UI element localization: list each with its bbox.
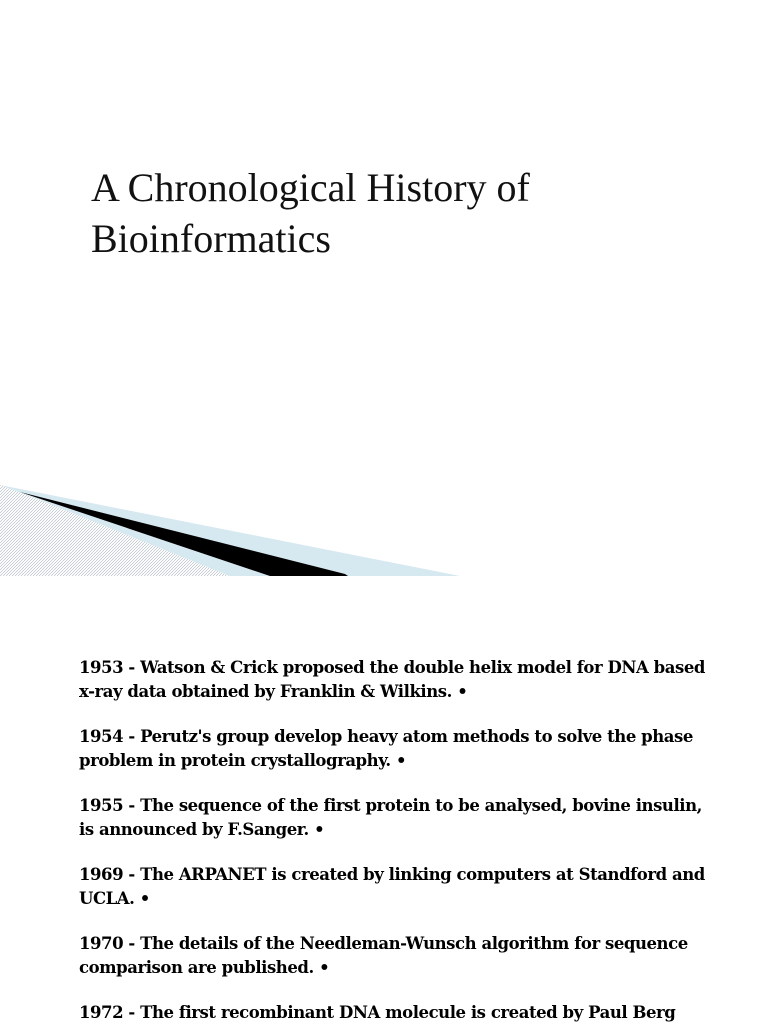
timeline-entry-line: is announced by F.Sanger. • — [79, 819, 325, 839]
timeline-entry-1953 — [79, 656, 719, 703]
timeline-entry-1969 — [79, 863, 719, 910]
timeline-entry-1955 — [79, 794, 719, 841]
timeline-entry-1970 — [79, 932, 719, 979]
timeline-entry-line: 1972 - The first recombinant DNA molecule is created by Paul Berg — [79, 1003, 676, 1022]
timeline-entry-1972 — [79, 1001, 719, 1024]
decorative-swoosh — [0, 480, 460, 576]
timeline-entry-line: UCLA. • — [79, 888, 150, 908]
timeline-entry-line: comparison are published. • — [79, 957, 330, 977]
slide-title-line-1: A Chronological History of — [91, 165, 530, 210]
timeline-entry-line: 1953 - Watson & Crick proposed the double helix model for DNA based — [79, 658, 705, 677]
timeline-entry-line: x-ray data obtained by Franklin & Wilkins. • — [79, 681, 468, 701]
timeline-page — [0, 576, 768, 1024]
timeline-entry-line: 1955 - The sequence of the first protein to be analysed, bovine insulin, — [79, 796, 702, 815]
timeline-entry-1954 — [79, 725, 719, 772]
slide-title — [91, 162, 711, 264]
slide-title-line-2: Bioinformatics — [91, 216, 331, 261]
timeline-entry-line: 1969 - The ARPANET is created by linking computers at Standford and — [79, 865, 705, 884]
timeline-list — [79, 656, 719, 1024]
timeline-entry-line: problem in protein crystallography. • — [79, 750, 407, 770]
timeline-entry-line: 1970 - The details of the Needleman-Wunsch algorithm for sequence — [79, 934, 688, 953]
timeline-entry-line: 1954 - Perutz's group develop heavy atom methods to solve the phase — [79, 727, 693, 746]
